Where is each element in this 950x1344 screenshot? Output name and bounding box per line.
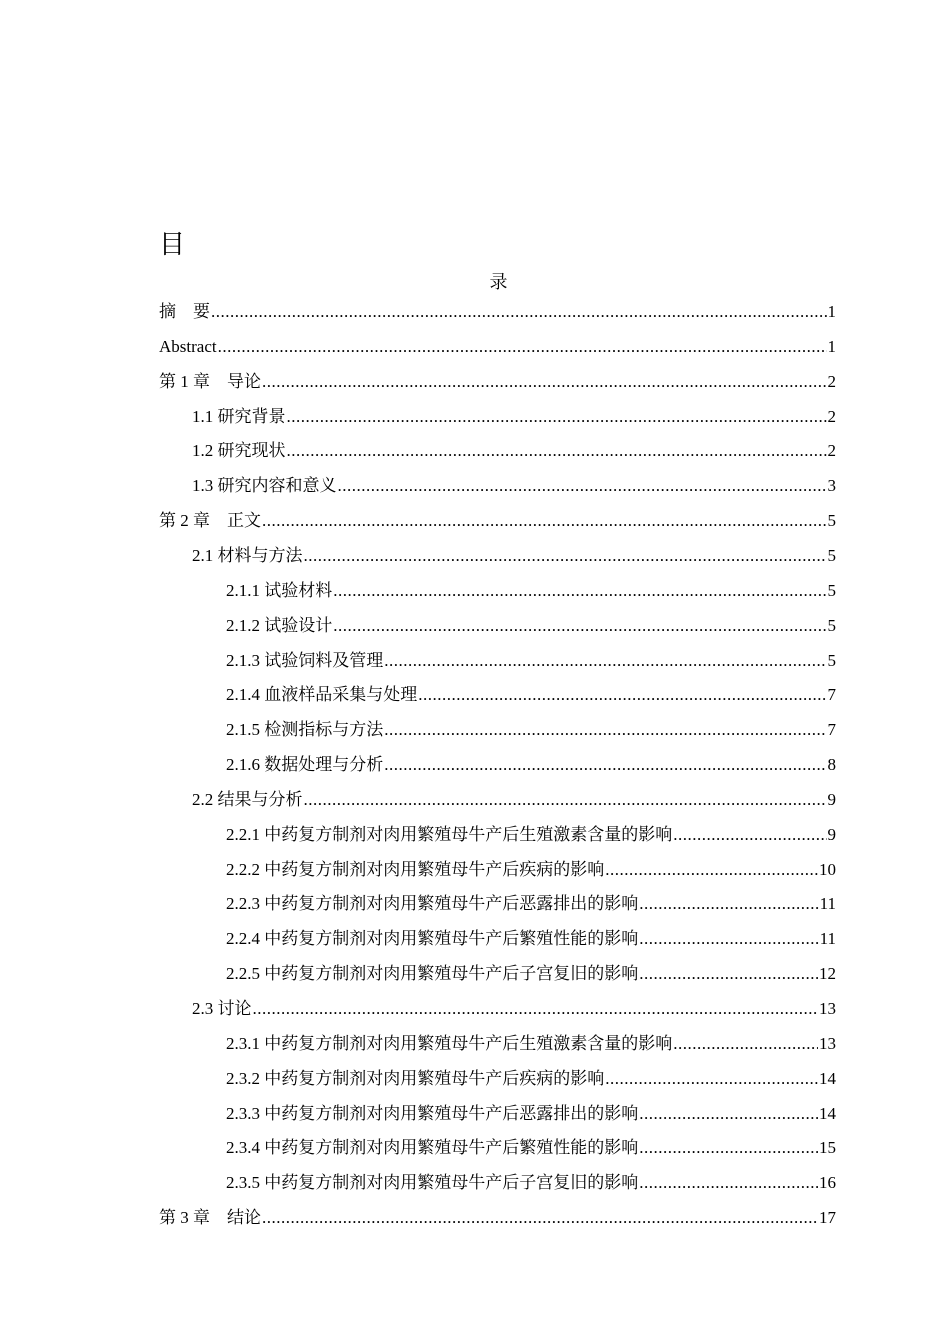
toc-entry[interactable] xyxy=(226,859,836,881)
toc-entry-page-number: 2 xyxy=(827,371,836,391)
toc-entry-page-number: 15 xyxy=(819,1138,836,1158)
toc-entry-page-number: 5 xyxy=(827,545,836,565)
dot-leader xyxy=(639,963,818,985)
toc-entry-label: 1.1 研究背景 xyxy=(192,406,286,426)
toc-entry-label: 2.1.6 数据处理与分析 xyxy=(226,755,384,775)
dot-leader xyxy=(262,1207,818,1229)
toc-entry-page-number: 2 xyxy=(827,406,836,426)
dot-leader xyxy=(333,580,826,602)
toc-entry[interactable] xyxy=(226,650,836,672)
toc-entry-page-number: 11 xyxy=(819,894,836,914)
toc-entry-label: 2.2.3 中药复方制剂对肉用繁殖母牛产后恶露排出的影响 xyxy=(226,894,639,914)
dot-leader xyxy=(639,1137,818,1159)
dot-leader xyxy=(287,440,827,462)
dot-leader xyxy=(384,650,826,672)
toc-entry-label: 2.2.2 中药复方制剂对肉用繁殖母牛产后疾病的影响 xyxy=(226,859,605,879)
toc-entry[interactable] xyxy=(159,371,836,393)
toc-entry-page-number: 11 xyxy=(819,929,836,949)
toc-entry-label: 2.2.5 中药复方制剂对肉用繁殖母牛产后子宫复旧的影响 xyxy=(226,964,639,984)
toc-entry[interactable] xyxy=(192,545,836,567)
toc-entry-label: 2.1.5 检测指标与方法 xyxy=(226,720,384,740)
toc-entry-label: 2.3.3 中药复方制剂对肉用繁殖母牛产后恶露排出的影响 xyxy=(226,1103,639,1123)
dot-leader xyxy=(218,336,827,358)
toc-entry-label: 2.2 结果与分析 xyxy=(192,789,303,809)
toc-entry-label: 第 2 章 正文 xyxy=(159,511,261,531)
toc-entry-page-number: 5 xyxy=(827,615,836,635)
toc-entry-page-number: 16 xyxy=(819,1173,836,1193)
toc-entry-label: 2.2.4 中药复方制剂对肉用繁殖母牛产后繁殖性能的影响 xyxy=(226,929,639,949)
toc-entry[interactable] xyxy=(226,963,836,985)
toc-entry-page-number: 12 xyxy=(819,964,836,984)
toc-entry-page-number: 8 xyxy=(827,755,836,775)
toc-entry[interactable] xyxy=(192,789,836,811)
toc-entry-label: 1.2 研究现状 xyxy=(192,441,286,461)
toc-entry-page-number: 5 xyxy=(827,511,836,531)
toc-entry-label: 摘 要 xyxy=(159,302,210,321)
dot-leader xyxy=(304,545,827,567)
toc-entry[interactable] xyxy=(226,754,836,776)
toc-entry[interactable] xyxy=(192,998,836,1020)
toc-entry-page-number: 17 xyxy=(819,1208,836,1228)
toc-entry[interactable] xyxy=(159,336,836,358)
dot-leader xyxy=(605,1068,818,1090)
toc-entry-label: 2.1.3 试验饲料及管理 xyxy=(226,650,384,670)
toc-entry-page-number: 5 xyxy=(827,580,836,600)
toc-entry-page-number: 13 xyxy=(819,1033,836,1053)
toc-entry[interactable] xyxy=(226,824,836,846)
toc-entry-label: 2.1.1 试验材料 xyxy=(226,580,333,600)
toc-entry-page-number: 2 xyxy=(827,441,836,461)
toc-entry[interactable] xyxy=(192,475,836,497)
toc-entry[interactable] xyxy=(226,928,836,950)
toc-entry-label: 第 1 章 导论 xyxy=(159,371,261,391)
dot-leader xyxy=(384,719,826,741)
toc-entry[interactable] xyxy=(226,684,836,706)
dot-leader xyxy=(605,859,818,881)
toc-entry-page-number: 3 xyxy=(827,476,836,496)
dot-leader xyxy=(418,684,826,706)
dot-leader xyxy=(639,893,818,915)
toc-entry-label: 2.1 材料与方法 xyxy=(192,545,303,565)
toc-entry-label: 2.2.1 中药复方制剂对肉用繁殖母牛产后生殖激素含量的影响 xyxy=(226,824,673,844)
dot-leader xyxy=(304,789,827,811)
toc-entry[interactable] xyxy=(192,406,836,428)
toc-entry[interactable] xyxy=(226,615,836,637)
toc-entry-page-number: 1 xyxy=(827,336,836,356)
toc-entry[interactable] xyxy=(226,1068,836,1090)
toc-entry-page-number: 13 xyxy=(819,999,836,1018)
dot-leader xyxy=(639,1103,818,1125)
dot-leader xyxy=(384,754,826,776)
toc-entry-page-number: 10 xyxy=(819,859,836,879)
dot-leader xyxy=(211,301,827,323)
toc-entry-label: 2.3.4 中药复方制剂对肉用繁殖母牛产后繁殖性能的影响 xyxy=(226,1138,639,1158)
toc-entry[interactable] xyxy=(226,1033,836,1055)
dot-leader xyxy=(287,406,827,428)
toc-entry[interactable] xyxy=(226,1137,836,1159)
dot-leader xyxy=(639,928,818,950)
dot-leader xyxy=(338,475,827,497)
toc-entry-page-number: 14 xyxy=(819,1103,836,1123)
toc-entry[interactable] xyxy=(226,1103,836,1125)
toc-entry-page-number: 7 xyxy=(827,685,836,705)
toc-entry-label: 2.1.4 血液样品采集与处理 xyxy=(226,685,418,705)
toc-entry-page-number: 9 xyxy=(827,824,836,844)
toc-entry-label: 2.3.5 中药复方制剂对肉用繁殖母牛产后子宫复旧的影响 xyxy=(226,1173,639,1193)
toc-entry-page-number: 5 xyxy=(827,650,836,670)
dot-leader xyxy=(333,615,826,637)
toc-entry-label: 第 3 章 结论 xyxy=(159,1208,261,1228)
toc-entry-label: Abstract xyxy=(159,336,217,356)
toc-entry-label: 2.1.2 试验设计 xyxy=(226,615,333,635)
dot-leader xyxy=(673,1033,818,1055)
toc-entry-page-number: 7 xyxy=(827,720,836,740)
toc-entry-page-number: 14 xyxy=(819,1068,836,1088)
toc-entry-page-number: 9 xyxy=(827,789,836,809)
toc-entry[interactable] xyxy=(226,893,836,915)
dot-leader xyxy=(253,998,819,1020)
toc-entry-label: 2.3.2 中药复方制剂对肉用繁殖母牛产后疾病的影响 xyxy=(226,1068,605,1088)
toc-entry-label: 1.3 研究内容和意义 xyxy=(192,476,337,496)
toc-entry[interactable] xyxy=(159,1207,836,1229)
dot-leader xyxy=(673,824,826,846)
toc-entry-label: 2.3.1 中药复方制剂对肉用繁殖母牛产后生殖激素含量的影响 xyxy=(226,1033,673,1053)
toc-entry[interactable] xyxy=(159,510,836,532)
toc-entry[interactable] xyxy=(226,1172,836,1194)
toc-entry[interactable] xyxy=(192,440,836,462)
toc-entry[interactable] xyxy=(226,580,836,602)
toc-entry[interactable] xyxy=(159,301,836,323)
toc-title-first-char: 目 xyxy=(159,230,186,260)
toc-entry-label: 2.3 讨论 xyxy=(192,999,252,1018)
dot-leader xyxy=(262,510,827,532)
toc-entry-page-number: 1 xyxy=(827,302,836,321)
dot-leader xyxy=(262,371,827,393)
dot-leader xyxy=(639,1172,818,1194)
toc-entry[interactable] xyxy=(226,719,836,741)
toc-title-second-char: 录 xyxy=(489,272,508,292)
